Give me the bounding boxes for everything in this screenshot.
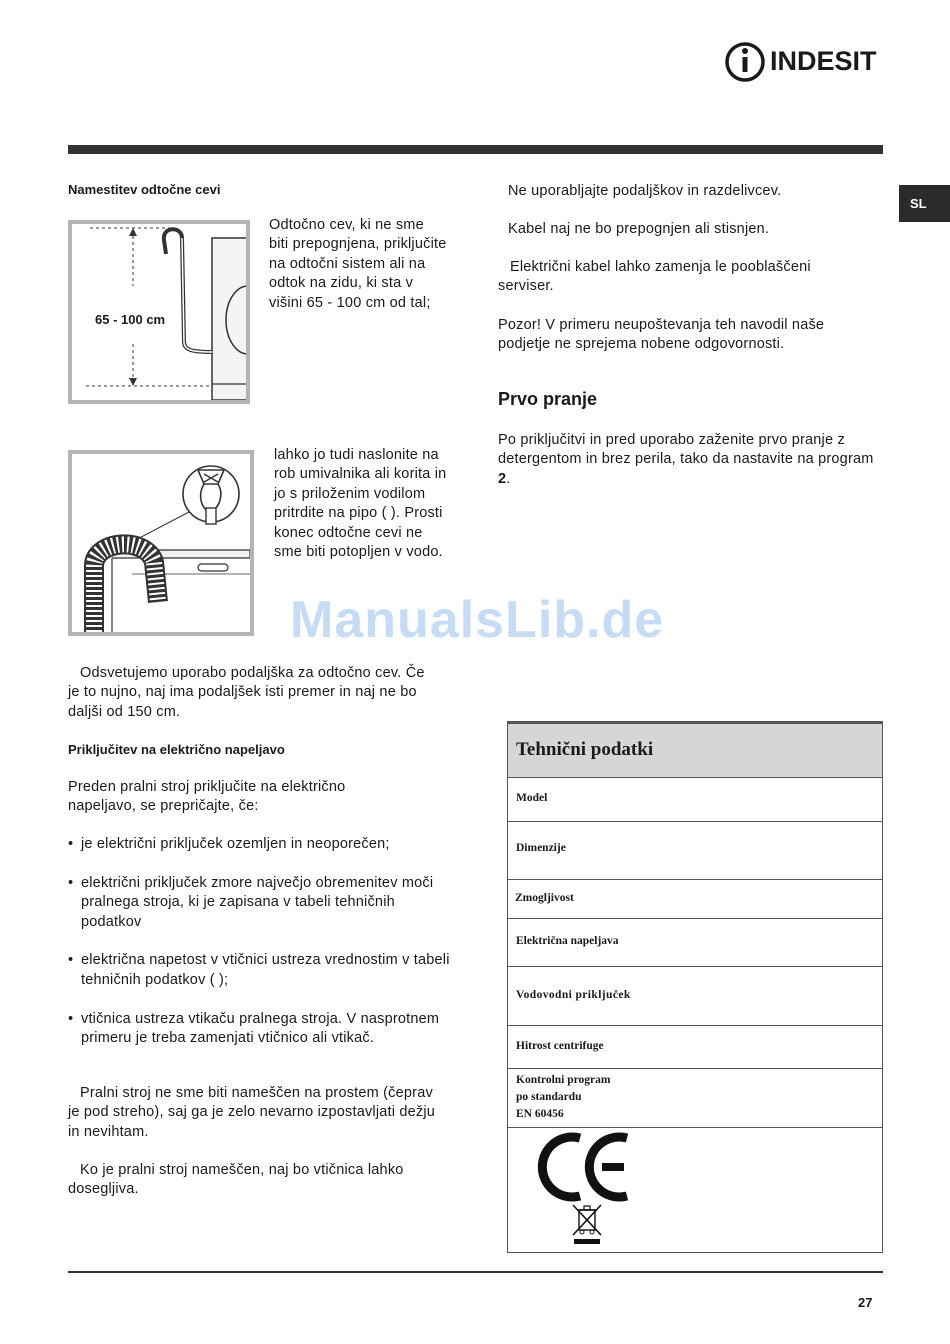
- page-number: 27: [858, 1295, 873, 1310]
- cable-text: Kabel naj ne bo prepognjen ali stisnjen.: [508, 221, 770, 237]
- tech-table-header: [508, 722, 882, 778]
- tech-row-water: Vodovodni priključek: [508, 967, 882, 1026]
- first-wash-text: [498, 431, 884, 489]
- checklist-item: • vtičnica ustreza vtikaču pralnega stroja. V nasprotnem primeru je treba zamenjati vtičnico ali vtikač.: [68, 1010, 452, 1049]
- drain-height-figure: [68, 220, 250, 404]
- extension-text: Odsvetujemo uporabo podaljška za odtočno cev. Če je to nujno, naj ima podaljšek isti premer in naj ne bo daljši od 150 cm.: [68, 665, 425, 720]
- checklist-item: • električna napetost v vtičnici ustreza vrednostim v tabeli tehničnih podatkov ( );: [68, 951, 452, 990]
- height-range-label: 65 - 100 cm: [95, 312, 166, 327]
- first-wash-body: Po priključitvi in pred uporabo zaženite prvo pranje z detergentom in brez perila, tako da nastavite na program: [498, 432, 874, 468]
- electric-heading: Priključitev na električno napeljavo: [68, 742, 285, 757]
- tech-row-capacity: Zmogljivost: [508, 880, 882, 919]
- sink-hose-figure: [68, 450, 254, 636]
- drain-text-2: lahko jo tudi naslonite na rob umivalnika ali korita in jo s priloženim vodilom pritrdite na pipo ( ). Prosti konec odtočne cevi ne sme biti potopljen v vodo.: [274, 447, 447, 561]
- bottom-rule: [68, 1271, 883, 1273]
- checklist-item: • električni priključek zmore največjo obremenitev moči pralnega stroja, ki je zapisana v tabeli tehničnih podatkov: [68, 874, 452, 932]
- top-rule: [68, 145, 883, 154]
- checklist-item: • je električni priključek ozemljen in neoporečen;: [68, 835, 452, 854]
- weee-bin-icon: [570, 1202, 604, 1246]
- tech-row-spin: Hitrost centrifuge: [508, 1026, 882, 1069]
- indesit-logo: [724, 40, 884, 84]
- logo-emblem-icon: [724, 40, 768, 84]
- socket-accessibility: Ko je pralni stroj nameščen, naj bo vtičnica lahko dosegljiva.: [68, 1162, 404, 1198]
- first-wash-program: 2: [498, 470, 507, 487]
- tech-data-table: [507, 721, 883, 1253]
- first-wash-end: .: [506, 470, 511, 487]
- language-tab: SL: [899, 185, 950, 222]
- tech-row-dimensions: Dimenzije: [508, 822, 882, 880]
- first-wash-heading: Prvo pranje: [498, 389, 598, 409]
- electric-checklist: [68, 835, 452, 1068]
- liability-warning: Pozor! V primeru neupoštevanja teh navodil naše podjetje ne sprejema nobene odgovornosti.: [498, 317, 825, 353]
- watermark: ManualsLib.de: [290, 591, 665, 649]
- brand-name: INDESIT: [770, 46, 877, 76]
- tech-row-model: Model: [508, 778, 882, 822]
- ce-mark-icon: [536, 1130, 636, 1204]
- drain-heading: Namestitev odtočne cevi: [68, 182, 221, 197]
- sink-hook-diagram: [72, 454, 250, 632]
- tech-row-electrical: Električna napeljava: [508, 919, 882, 967]
- tech-table-title: Tehnični podatki: [516, 739, 654, 760]
- tech-row-control-program: Kontrolni program po standardu EN 60456: [508, 1069, 882, 1128]
- cable-replace-text: Električni kabel lahko zamenja le pooblaščeni serviser.: [498, 259, 811, 295]
- drain-text-1: Odtočno cev, ki ne sme biti prepognjena, priključite na odtočni sistem ali na odtok na zidu, ki sta v višini 65 - 100 cm od tal;: [269, 217, 447, 311]
- electric-intro: Preden pralni stroj priključite na električno napeljavo, se prepričajte, če:: [68, 779, 346, 815]
- outdoor-warning: Pralni stroj ne sme biti nameščen na prostem (čeprav je pod streho), saj ga je zelo nevarno izpostavljati dežju in nevihtam.: [68, 1085, 436, 1140]
- no-extensions-text: Ne uporabljajte podaljškov in razdelivcev.: [508, 183, 782, 199]
